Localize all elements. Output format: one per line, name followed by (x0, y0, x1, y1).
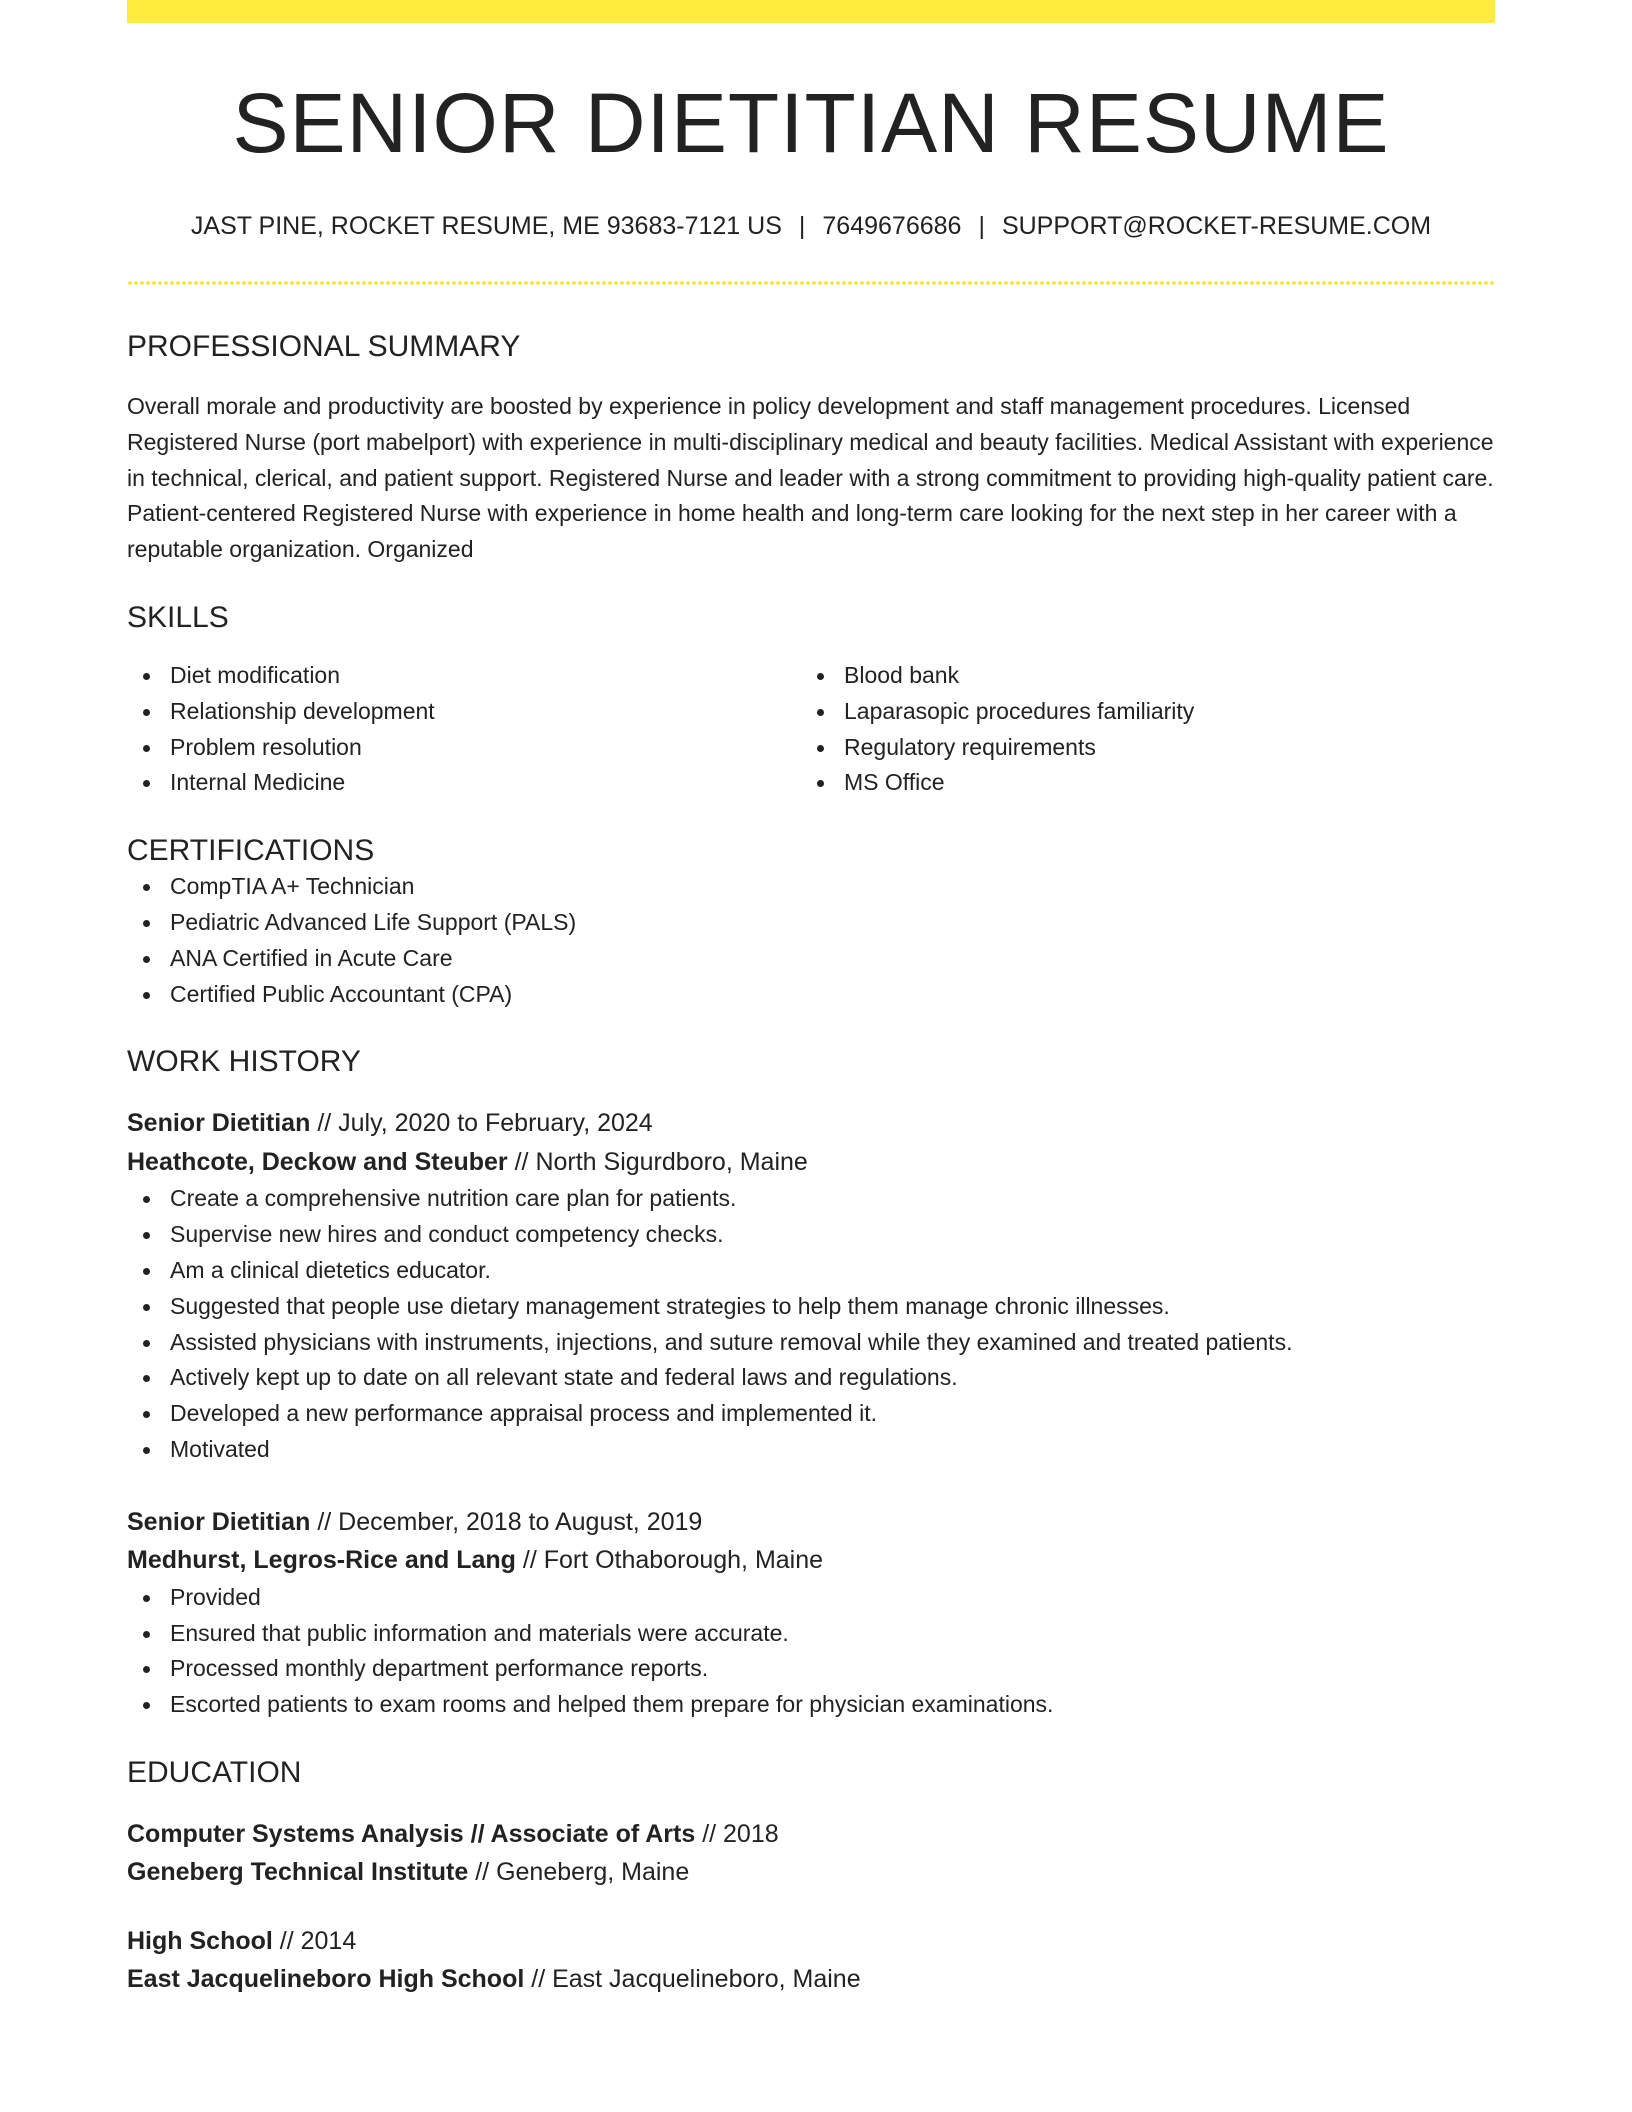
education-heading: EDUCATION (127, 1755, 302, 1789)
job-duties-list (127, 1181, 1495, 1467)
education-degree-line (127, 1815, 1495, 1854)
skill-item: Laparasopic procedures familiarity (801, 694, 1475, 730)
education-school-line (127, 1853, 1495, 1892)
job-location: // Fort Othaborough, Maine (515, 1546, 824, 1575)
skill-item: Regulatory requirements (801, 730, 1475, 766)
job-company: Medhurst, Legros-Rice and Lang (127, 1546, 516, 1575)
skills-heading: SKILLS (127, 600, 229, 634)
summary-heading: PROFESSIONAL SUMMARY (127, 330, 521, 363)
education-year: // 2018 (695, 1819, 779, 1848)
duty-item: Am a clinical dietetics educator. (127, 1253, 1495, 1289)
education-entry (127, 1922, 1495, 1999)
skill-item: Blood bank (801, 658, 1475, 694)
skill-item: Problem resolution (127, 730, 801, 766)
job-location: // North Sigurdboro, Maine (507, 1147, 808, 1176)
job-entry (127, 1104, 1495, 1467)
contact-separator: | (978, 212, 985, 240)
education-school-line (127, 1960, 1495, 1999)
certifications-list (127, 869, 1495, 1012)
duty-item: Actively kept up to date on all relevant state and federal laws and regulations. (127, 1360, 1495, 1396)
education-location: // Geneberg, Maine (468, 1858, 690, 1887)
skills-grid (127, 658, 1495, 801)
skill-item: Diet modification (127, 658, 801, 694)
duty-item: Ensured that public information and materials were accurate. (127, 1616, 1495, 1652)
job-dates: // July, 2020 to February, 2024 (310, 1109, 653, 1138)
duty-item: Suggested that people use dietary management strategies to help them manage chronic illnesses. (127, 1289, 1495, 1325)
education-school: East Jacquelineboro High School (127, 1965, 525, 1994)
job-entry (127, 1503, 1495, 1723)
job-company: Heathcote, Deckow and Steuber (127, 1147, 508, 1176)
job-dates: // December, 2018 to August, 2019 (310, 1507, 703, 1536)
education-degree: Computer Systems Analysis // Associate of Arts (127, 1819, 696, 1848)
certification-item: Certified Public Accountant (CPA) (127, 977, 1495, 1013)
work-history-heading: WORK HISTORY (127, 1045, 361, 1079)
skills-list-right (801, 658, 1475, 801)
job-company-line (127, 1143, 1495, 1182)
contact-separator: | (798, 212, 806, 240)
contact-line (127, 211, 1495, 241)
job-title: Senior Dietitian (127, 1507, 311, 1536)
education-year: // 2014 (272, 1926, 357, 1955)
dotted-divider (127, 281, 1495, 285)
duty-item: Supervise new hires and conduct competency checks. (127, 1217, 1495, 1253)
certification-item: Pediatric Advanced Life Support (PALS) (127, 905, 1495, 941)
duty-item: Developed a new performance appraisal process and implemented it. (127, 1396, 1495, 1432)
job-title-line (127, 1104, 1495, 1143)
education-entry (127, 1815, 1495, 1892)
certification-item: ANA Certified in Acute Care (127, 941, 1495, 977)
duty-item: Processed monthly department performance reports. (127, 1651, 1495, 1687)
contact-email: SUPPORT@ROCKET-RESUME.COM (1001, 212, 1432, 240)
certifications-heading: CERTIFICATIONS (127, 834, 375, 868)
skill-item: Internal Medicine (127, 765, 801, 801)
job-title: Senior Dietitian (127, 1109, 311, 1138)
job-company-line (127, 1541, 1495, 1580)
job-title-line (127, 1503, 1495, 1542)
job-duties-list (127, 1580, 1495, 1723)
duty-item: Provided (127, 1580, 1495, 1616)
duty-item: Motivated (127, 1432, 1495, 1468)
education-degree-line (127, 1922, 1495, 1961)
summary-text: Overall morale and productivity are boosted by experience in policy development and staff management procedures. Licensed Registered Nurse (port mabelport) with experience in multi-disciplinary medical and beauty facilities. Medical Assistant with experience in technical, clerical, and patient support. Registered Nurse and leader with a strong commitment to providing high-quality patient care. Patient-centered Registered Nurse with experience in home health and long-term care looking for the next step in her career with a reputable organization. Organized (127, 393, 1494, 563)
duty-item: Escorted patients to exam rooms and helped them prepare for physician examinations. (127, 1687, 1495, 1723)
top-accent-bar (127, 0, 1495, 23)
education-location: // East Jacquelineboro, Maine (524, 1965, 861, 1994)
education-school: Geneberg Technical Institute (127, 1858, 469, 1887)
contact-address: JAST PINE, ROCKET RESUME, ME 93683-7121 US (190, 212, 782, 240)
resume-title: SENIOR DIETITIAN RESUME (232, 76, 1390, 170)
duty-item: Assisted physicians with instruments, injections, and suture removal while they examined and treated patients. (127, 1325, 1495, 1361)
duty-item: Create a comprehensive nutrition care plan for patients. (127, 1181, 1495, 1217)
certification-item: CompTIA A+ Technician (127, 869, 1495, 905)
education-degree: High School (127, 1926, 273, 1955)
contact-phone: 7649676686 (822, 212, 962, 240)
skill-item: MS Office (801, 765, 1475, 801)
skill-item: Relationship development (127, 694, 801, 730)
resume-page (127, 0, 1495, 1999)
skills-list-left (127, 658, 801, 801)
